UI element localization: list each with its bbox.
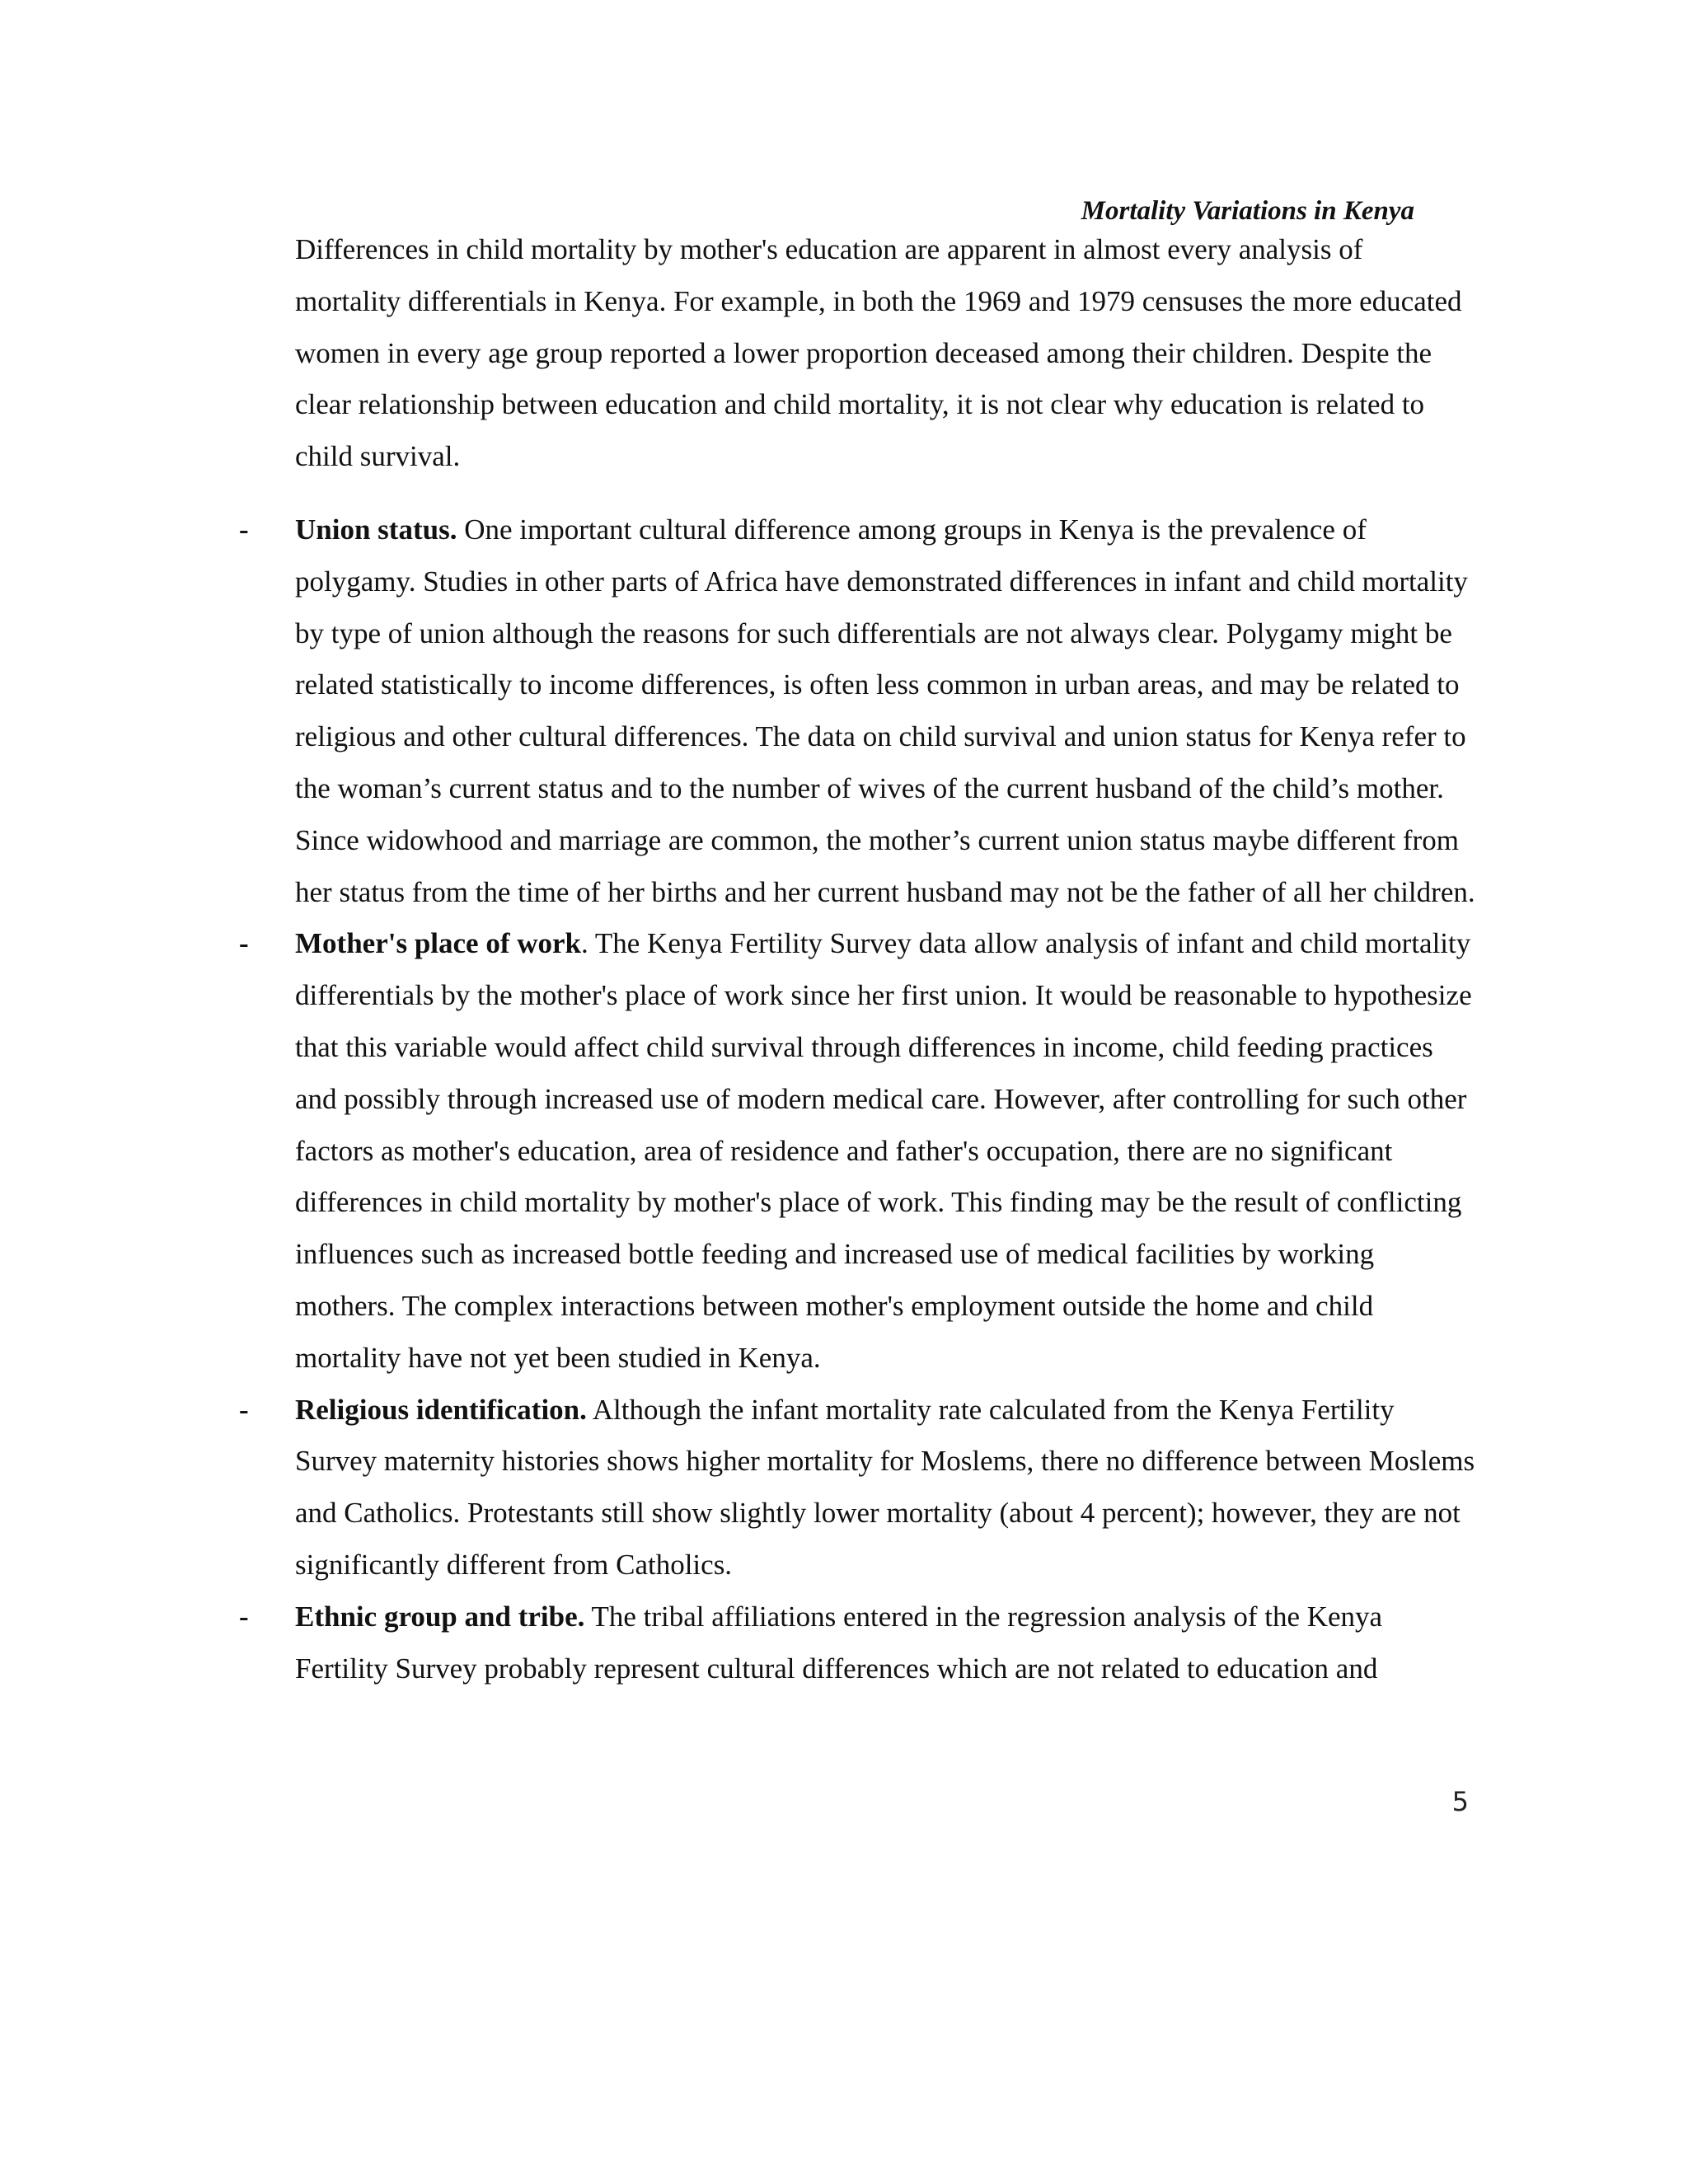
item-heading: Mother's place of work	[295, 927, 582, 960]
item-heading: Ethnic group and tribe.	[295, 1600, 585, 1633]
item-heading: Religious identification.	[295, 1393, 587, 1426]
list-item-mothers-place-of-work	[239, 918, 1475, 1384]
list-item-religious-identification	[239, 1385, 1475, 1591]
page-number: 5	[1451, 1786, 1469, 1817]
page-body	[239, 224, 1475, 1694]
list-item-union-status	[239, 504, 1475, 918]
intro-paragraph: Differences in child mortality by mother's education are apparent in almost every analysis of mortality differentials in Kenya. For example, in both the 1969 and 1979 censuses the more educated women in every age group reported a lower proportion deceased among their children. Despite the clear relationship between education and child mortality, it is not clear why education is related to child survival.	[295, 233, 1462, 473]
bullet-dash: -	[239, 1393, 249, 1426]
list-item-ethnic-group-and-tribe	[239, 1591, 1475, 1695]
bullet-dash: -	[239, 1600, 249, 1633]
item-text: . The Kenya Fertility Survey data allow analysis of infant and child mortality differentials by the mother's place of work since her first union. It would be reasonable to hypothesize that this variable would affect child survival through differences in income, child feeding practices and possibly through increased use of modern medical care. However, after controlling for such other factors as mother's education, area of residence and father's occupation, there are no significant differences in child mortality by mother's place of work. This finding may be the result of conflicting influences such as increased bottle feeding and increased use of medical facilities by working mothers. The complex interactions between mother's employment outside the home and child mortality have not yet been studied in Kenya.	[295, 927, 1472, 1374]
running-header: Mortality Variations in Kenya	[1081, 196, 1414, 226]
item-text: One important cultural difference among groups in Kenya is the prevalence of polygamy. Studies in other parts of Africa have demonstrated differences in infant and child mortality by type of union although the reasons for such differentials are not always clear. Polygamy might be related statistically to income differences, is often less common in urban areas, and may be related to religious and other cultural differences. The data on child survival and union status for Kenya refer to the woman’s current status and to the number of wives of the current husband of the child’s mother. Since widowhood and marriage are common, the mother’s current union status maybe different from her status from the time of her births and her current husband may not be the father of all her children.	[295, 513, 1475, 908]
item-text: The tribal affiliations entered in the regression analysis of the Kenya Fertility Survey probably represent cultural differences which are not related to education and	[295, 1600, 1383, 1685]
bullet-dash: -	[239, 513, 249, 546]
item-heading: Union status.	[295, 513, 457, 546]
item-text: Although the infant mortality rate calculated from the Kenya Fertility Survey maternity histories shows higher mortality for Moslems, there no difference between Moslems and Catholics. Protestants still show slightly lower mortality (about 4 percent); however, they are not significantly different from Catholics.	[295, 1393, 1475, 1581]
bullet-dash: -	[239, 927, 249, 960]
